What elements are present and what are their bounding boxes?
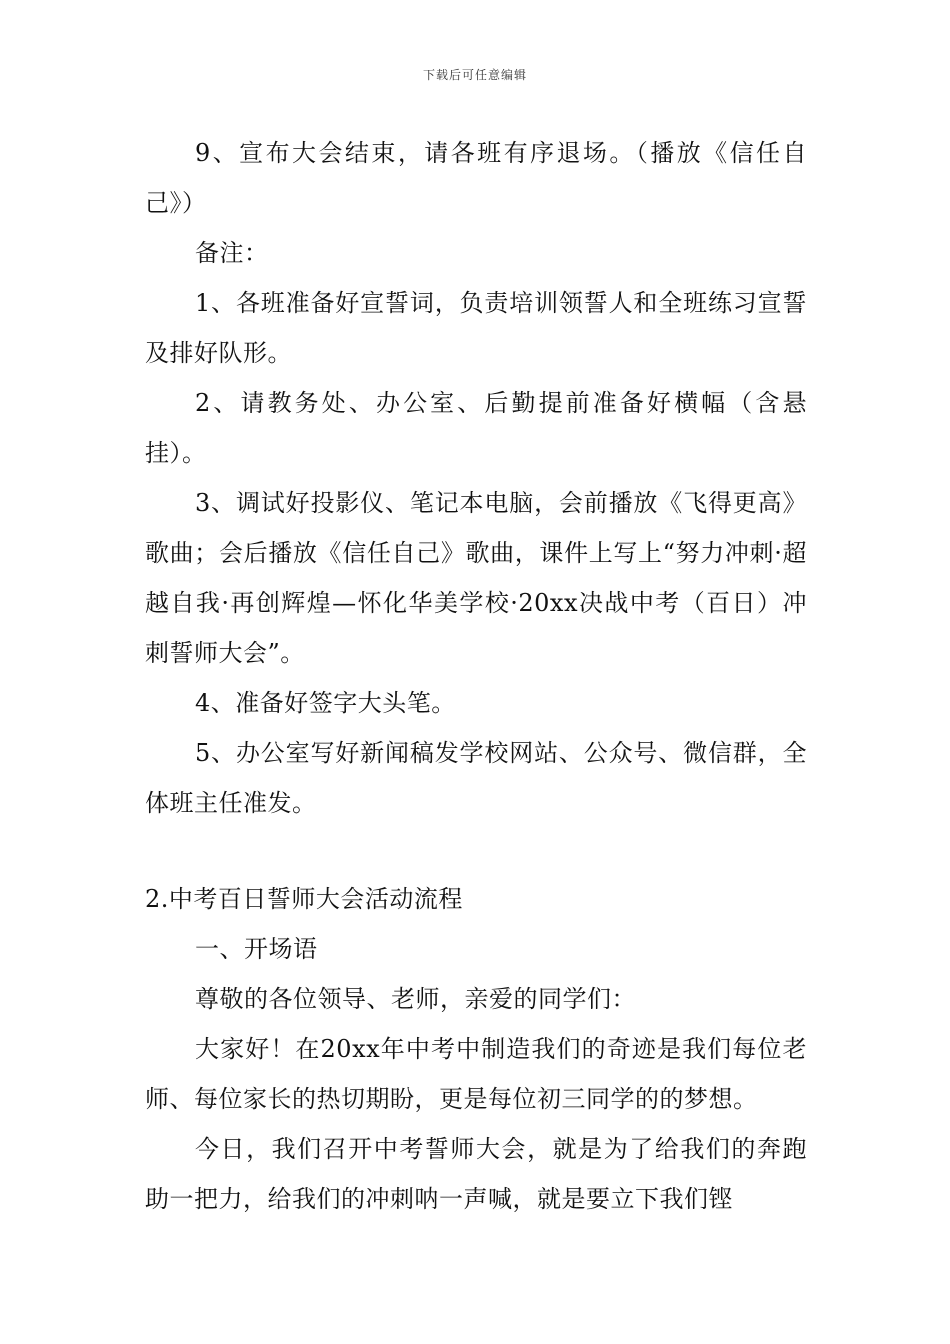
paragraph-note-1: 1、各班准备好宣誓词，负责培训领誓人和全班练习宣誓及排好队形。 xyxy=(145,289,807,367)
section-title: 2.中考百日誓师大会活动流程 xyxy=(145,885,463,913)
paragraph-closing-step: 9、宣布大会结束，请各班有序退场。（播放《信任自己》） xyxy=(145,139,807,217)
paragraph-purpose: 今日，我们召开中考誓师大会，就是为了给我们的奔跑助一把力，给我们的冲刺呐一声喊，就是要立下我们铿 xyxy=(145,1135,807,1213)
paragraph-opening-heading: 一、开场语 xyxy=(195,935,318,963)
paragraph-note-4: 4、准备好签字大头笔。 xyxy=(195,689,456,717)
paragraph-note-2: 2、请教务处、办公室、后勤提前准备好横幅（含悬挂）。 xyxy=(145,389,807,467)
paragraph-salutation: 尊敬的各位领导、老师，亲爱的同学们： xyxy=(195,985,636,1013)
paragraph-greeting: 大家好！在20xx年中考中制造我们的奇迹是我们每位老师、每位家长的热切期盼，更是每位初三同学的的梦想。 xyxy=(145,1035,807,1113)
page-header: 下载后可任意编辑 xyxy=(422,68,527,82)
paragraph-note-3: 3、调试好投影仪、笔记本电脑，会前播放《飞得更高》歌曲；会后播放《信任自己》歌曲，课件上写上“努力冲刺·超越自我·再创辉煌—怀化华美学校·20xx决战中考（百日）冲刺誓师大会”。 xyxy=(145,489,807,667)
paragraph-notes-heading: 备注： xyxy=(195,239,269,267)
document-body xyxy=(145,128,807,1224)
paragraph-note-5: 5、办公室写好新闻稿发学校网站、公众号、微信群，全体班主任准发。 xyxy=(145,739,807,817)
section-spacer xyxy=(145,828,807,874)
